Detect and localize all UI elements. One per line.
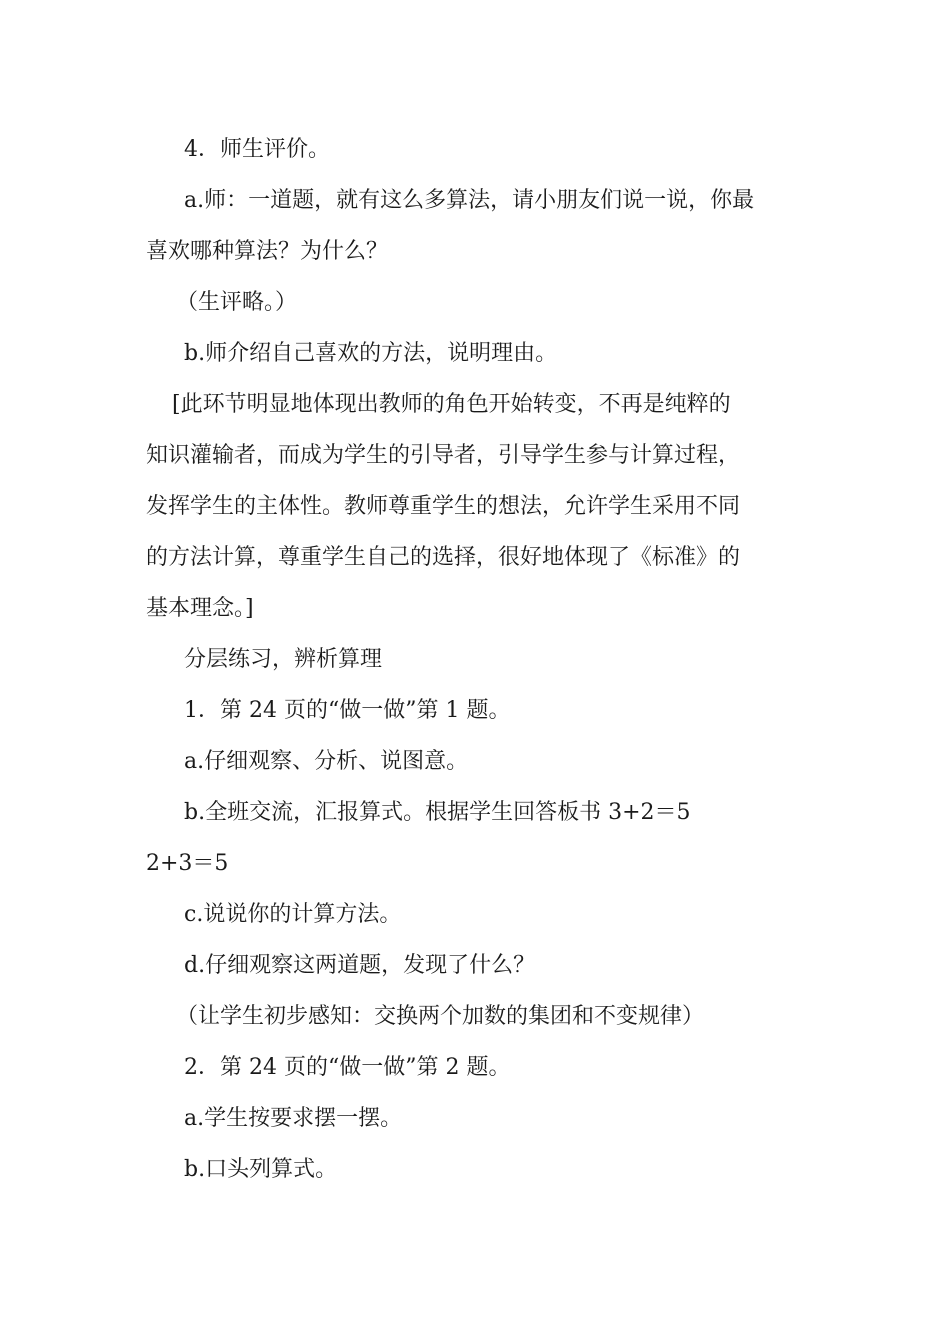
exercise-1-heading: 1．第 24 页的“做一做”第 1 题。 (184, 698, 511, 723)
commentary-line-2: 知识灌输者，而成为学生的引导者，引导学生参与计算过程， (146, 443, 741, 468)
exercise-2-step-b: b.口头列算式。 (184, 1157, 338, 1182)
commentary-line-4: 的方法计算，尊重学生自己的选择，很好地体现了《标准》的 (146, 545, 741, 570)
exercise-2-step-a: a.学生按要求摆一摆。 (184, 1106, 403, 1131)
exercise-1-step-c: c.说说你的计算方法。 (184, 902, 402, 927)
student-evaluation-note: （生评略。） (176, 290, 298, 315)
document-body (146, 124, 810, 1195)
paragraph-teacher-method: b.师介绍自己喜欢的方法，说明理由。 (184, 341, 558, 366)
step-4-heading: 4．师生评价。 (184, 137, 330, 162)
paragraph-teacher-question-line-1: a.师：一道题，就有这么多算法，请小朋友们说一说，你最 (184, 188, 755, 213)
exercise-2-heading: 2．第 24 页的“做一做”第 2 题。 (184, 1055, 511, 1080)
paragraph-teacher-question-line-2: 喜欢哪种算法？为什么？ (146, 239, 389, 264)
exercise-1-step-a: a.仔细观察、分析、说图意。 (184, 749, 469, 774)
commentary-line-1: [此环节明显地体现出教师的角色开始转变，不再是纯粹的 (172, 392, 731, 417)
exercise-1-note: （让学生初步感知：交换两个加数的集团和不变规律） (176, 1004, 705, 1029)
exercise-1-step-b: b.全班交流，汇报算式。根据学生回答板书 3+2＝5 (184, 800, 691, 825)
section-heading-practice: 分层练习，辨析算理 (184, 647, 383, 672)
exercise-1-step-d: d.仔细观察这两道题，发现了什么？ (184, 953, 536, 978)
commentary-line-3: 发挥学生的主体性。教师尊重学生的想法，允许学生采用不同 (146, 494, 741, 519)
exercise-1-equation: 2+3＝5 (146, 851, 229, 876)
commentary-line-5: 基本理念。] (146, 596, 254, 621)
